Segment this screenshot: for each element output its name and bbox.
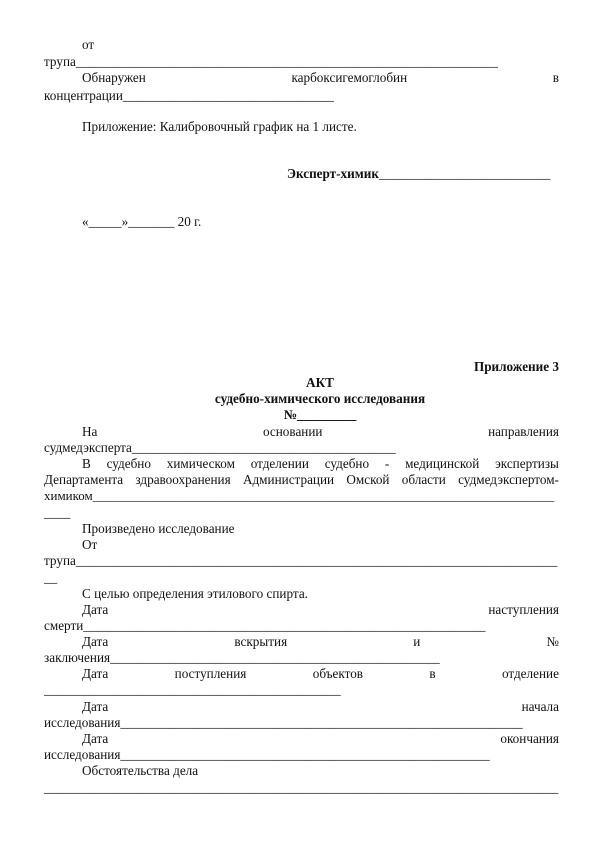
word: в	[429, 666, 436, 681]
word: Департамента	[44, 472, 124, 487]
found-line	[82, 70, 559, 86]
word: Администрации	[242, 472, 335, 487]
word: начала	[521, 699, 559, 714]
word: Обнаружен	[82, 70, 146, 85]
expert-chemist-signature	[287, 166, 550, 182]
word: окончания	[500, 731, 559, 746]
word: направления	[488, 424, 559, 439]
word: химическом	[166, 456, 235, 471]
dash-short: __	[44, 570, 58, 585]
word: области	[401, 472, 446, 487]
start-line: исследования_____________________________________________________________	[44, 715, 523, 730]
word: в	[552, 70, 559, 85]
chemist-line: химиком_______________________________________________________________________	[44, 488, 555, 503]
word: медицинской	[405, 456, 480, 471]
word: Дата	[82, 699, 109, 714]
purpose-line: С целью определения этилового спирта.	[82, 586, 308, 601]
appendix-label: Приложение 3	[473, 359, 559, 374]
word: Дата	[82, 731, 109, 746]
word: №	[546, 634, 559, 649]
word: Дата	[82, 666, 109, 681]
word: судебно	[106, 456, 151, 471]
word: отделении	[250, 456, 309, 471]
expert-chemist-label: Эксперт-химик	[287, 166, 379, 181]
word: Дата	[82, 602, 109, 617]
word: экспертизы	[495, 456, 559, 471]
act-number: №_________	[283, 407, 357, 422]
from-label-2: От	[82, 537, 98, 552]
act-subtitle: судебно-химического исследования	[214, 391, 426, 406]
word: судмедэкспертом-	[458, 472, 559, 487]
from-label: от	[82, 37, 95, 52]
end-date-line	[82, 731, 559, 747]
receipt-line: _____________________________________________	[44, 682, 341, 697]
word: здравоохранения	[135, 472, 231, 487]
forensic-expert-line: судмедэксперта________________________________________	[44, 440, 396, 455]
word: -	[384, 456, 390, 471]
research-done: Произведено исследование	[82, 521, 235, 536]
dept-line-2	[44, 472, 559, 488]
word: наступления	[488, 602, 559, 617]
basis-line	[82, 424, 559, 440]
word: основании	[262, 424, 323, 439]
word: Омской	[346, 472, 390, 487]
appendix-note: Приложение: Калибровочный график на 1 листе.	[82, 119, 357, 134]
word: карбоксигемоглобин	[291, 70, 408, 85]
word: Дата	[82, 634, 109, 649]
start-date-line	[82, 699, 559, 715]
word: В	[82, 456, 91, 471]
word: объектов	[312, 666, 364, 681]
corpse-line-2: трупа_________________________________________________________________________	[44, 553, 558, 568]
word: отделение	[501, 666, 559, 681]
word: судебно	[324, 456, 370, 471]
expert-chemist-line: __________________________	[378, 166, 551, 181]
end-line: исследования________________________________________________________	[44, 747, 490, 762]
conclusion-line: заключения__________________________________________________	[44, 650, 440, 665]
circumstances-label: Обстоятельства дела	[82, 763, 199, 778]
word: поступления	[174, 666, 247, 681]
act-title: АКТ	[306, 375, 334, 390]
word: вскрытия	[234, 634, 288, 649]
word: и	[413, 634, 421, 649]
death-line: смерти_____________________________________________________________	[44, 618, 486, 633]
circumstances-line: ______________________________________________________________________________	[44, 780, 559, 795]
dept-line-1	[82, 456, 559, 472]
receipt-date-line	[82, 666, 559, 682]
dash-line: ____	[44, 505, 71, 520]
autopsy-date-line	[82, 634, 559, 650]
corpse-line: трупа________________________________________________________________	[44, 54, 498, 69]
concentration-line: концентрации________________________________	[44, 88, 334, 103]
date-line: «_____»_______ 20 г.	[82, 214, 202, 229]
word: На	[82, 424, 98, 439]
death-date-line	[82, 602, 559, 618]
